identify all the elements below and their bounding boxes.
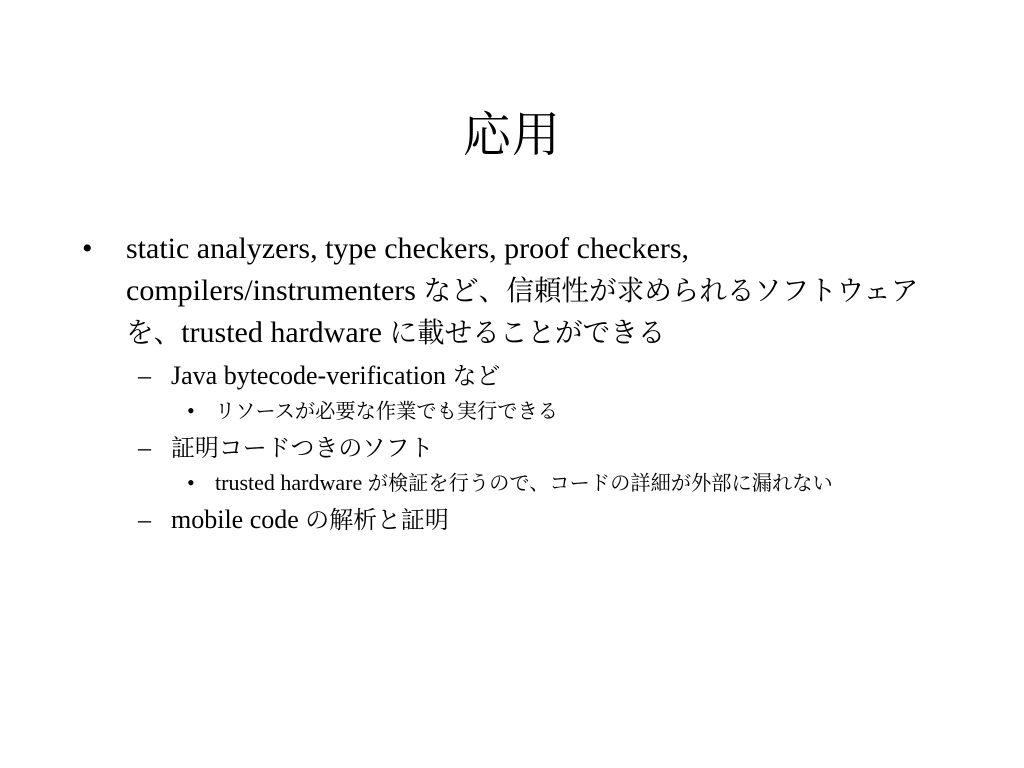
bullet-marker: – — [138, 433, 151, 462]
sub-bullet-item — [138, 502, 942, 538]
text-segment: trusted hardware — [181, 316, 390, 349]
bullet-text — [126, 232, 918, 349]
text-segment: など、信頼性が求められるソフトウェアを、 — [126, 274, 919, 349]
bullet-marker: • — [187, 470, 195, 495]
sub-bullet-item — [138, 358, 942, 394]
slide-body — [82, 228, 942, 538]
text-segment: に載せることができる — [389, 316, 666, 349]
text-segment: など — [452, 362, 501, 390]
text-segment: が検証を行うので、コードの詳細が外部に漏れない — [367, 471, 833, 495]
sub-bullet-item — [138, 430, 942, 466]
text-segment: static analyzers, type checkers, proof checkers, compilers/instrumenters — [126, 232, 690, 307]
bullet-marker: • — [82, 232, 93, 265]
text-segment: 証明コードつきのソフト — [171, 434, 434, 462]
bullet-text — [171, 505, 449, 534]
text-segment: の解析と証明 — [305, 506, 449, 534]
bullet-text — [215, 398, 558, 423]
slide-title: 応用 — [462, 107, 561, 163]
text-segment: trusted hardware — [215, 470, 368, 495]
bullet-text — [215, 470, 833, 495]
bullet-text — [171, 433, 434, 462]
bullet-marker: • — [187, 398, 195, 423]
bullet-marker: – — [138, 505, 151, 534]
text-segment: mobile code — [171, 505, 306, 534]
sub-sub-bullet-item — [187, 468, 942, 498]
bullet-text — [171, 361, 500, 390]
text-segment: Java bytecode-verification — [171, 361, 453, 390]
text-segment: リソースが必要な作業でも実行できる — [215, 399, 558, 423]
sub-sub-bullet-item — [187, 396, 942, 426]
bullet-item — [82, 228, 942, 354]
bullet-marker: – — [138, 361, 151, 390]
